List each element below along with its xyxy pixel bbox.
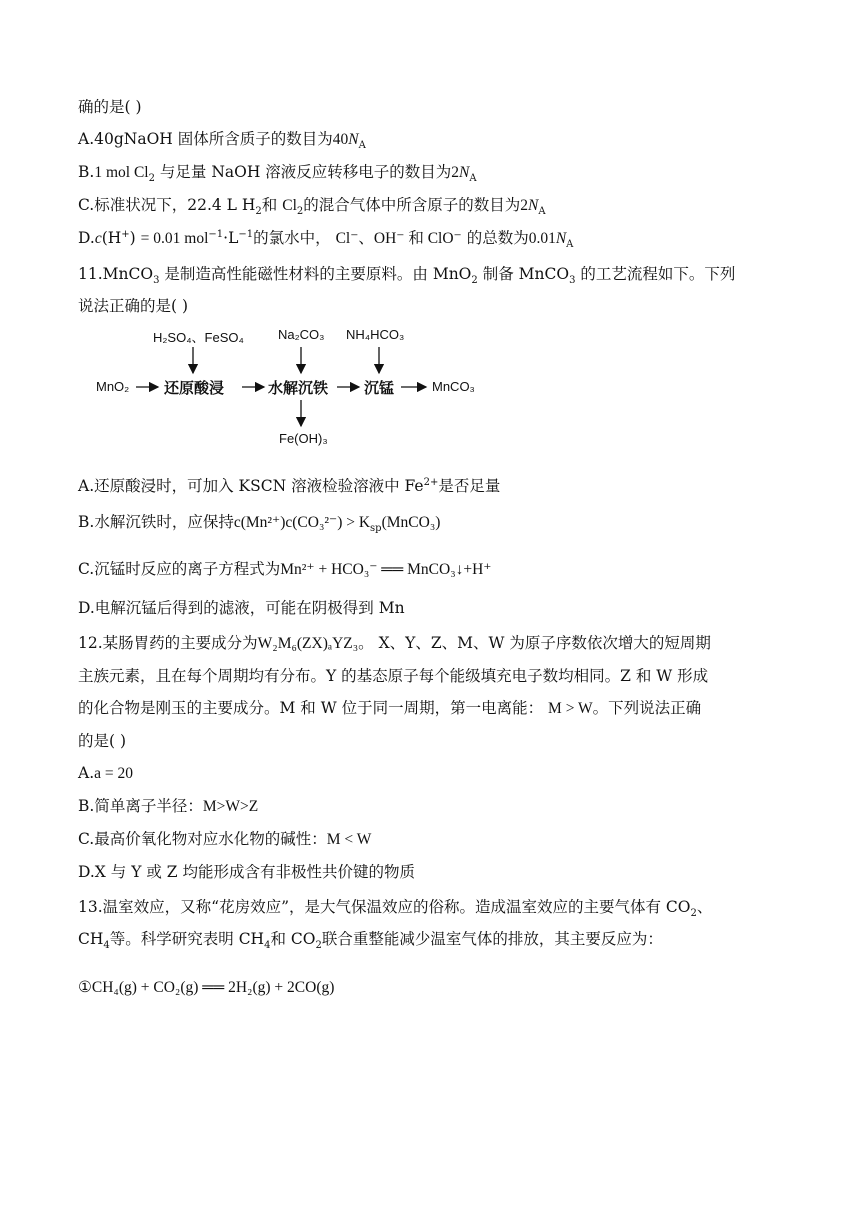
q11-option-c: C.沉锰时反应的离子方程式为Mn²⁺ + HCO₃⁻ ══ MnCO₃↓+H⁺ xyxy=(78,560,492,578)
q11-option-a: A.还原酸浸时，可加入 KSCN 溶液检验溶液中 $Fe^{2+}$是否足量 xyxy=(78,476,501,495)
q11-option-b: B.水解沉铁时，应保持$c(Mn^{2+})c(CO_3^{2-}) > K_{sp}(MnCO_3)$ xyxy=(78,513,441,535)
flow-product: MnCO₃ xyxy=(432,379,475,394)
q10-stem-tail: 确的是( ) xyxy=(78,98,142,116)
q12-stem-line2: 主族元素，且在每个周期均有分布。Y 的基态原子每个能级填充电子数均相同。Z 和 W 形成 xyxy=(78,667,709,685)
q11-option-d: D.电解沉锰后得到的滤液，可能在阴极得到 Mn xyxy=(78,599,405,617)
q13-reaction-1: ①CH₄(g) + CO₂(g) ══ 2H₂(g) + 2CO(g) xyxy=(78,979,335,996)
flow-start: MnO₂ xyxy=(96,379,130,394)
q10-option-a: A.40gNaOH 固体所含质子的数目为$40N_A$ xyxy=(78,130,366,152)
flow-step-reduce-leach: 还原酸浸 xyxy=(164,380,225,397)
q10-option-c: C.标准状况下，22.4 L $H_2$和 $Cl_2$的混合气体中所含原子的数目为$2N_A$ xyxy=(78,196,546,218)
reagent-bicarbonate: NH₄HCO₃ xyxy=(346,327,405,342)
q13-stem-line2: $CH_4$等。科学研究表明 $CH_4$和 $CO_2$联合重整能减少温室气体的排放，其主要反应为： xyxy=(78,930,663,952)
q12-stem-line1: 12.某肠胃药的主要成分为W₂M₆(ZX)ₐYZ₃。 X、Y、Z、M、W 为原子序数依次增大的短周期 xyxy=(78,634,711,652)
q12-option-a: A.a = 20 xyxy=(78,764,133,782)
q10-option-d: D.c(H+) = 0.01 $mol^{-1}\cdot L^{-1}$的氯水中， Cl⁻、OH⁻ 和 ClO⁻ 的总数为$0.01N_A$ xyxy=(78,228,574,251)
q13-stem-line1: 13.温室效应，又称“花房效应”，是大气保温效应的俗称。造成温室效应的主要气体有 $CO_2$、 xyxy=(78,898,713,920)
flow-byproduct: Fe(OH)₃ xyxy=(279,431,328,446)
flow-step-precipitate-mn: 沉锰 xyxy=(364,380,395,397)
q12-stem-line4: 的是( ) xyxy=(78,732,127,750)
reagent-carbonate: Na₂CO₃ xyxy=(278,327,325,342)
flow-step-hydrolysis: 水解沉铁 xyxy=(268,380,329,397)
q11-stem-line1: 11.MnCO$_3$ 是制造高性能磁性材料的主要原料。由 MnO$_2$ 制备 MnCO$_3$ 的工艺流程如下。下列 xyxy=(78,265,736,287)
q12-option-c: C.最高价氧化物对应水化物的碱性：M < W xyxy=(78,830,372,848)
exam-page xyxy=(78,96,798,999)
q11-stem-line2: 说法正确的是( ) xyxy=(78,297,189,315)
q12-option-b: B.简单离子半径：M>W>Z xyxy=(78,797,259,815)
reagent-acid: H₂SO₄、FeSO₄ xyxy=(153,330,244,345)
q12-option-d: D.X 与 Y 或 Z 均能形成含有非极性共价键的物质 xyxy=(78,863,415,881)
q10-option-b: B.1 mol $Cl_2$ 与足量 NaOH 溶液反应转移电子的数目为$2N_A$ xyxy=(78,163,477,185)
process-flow-diagram xyxy=(96,325,516,465)
q12-stem-line3: 的化合物是刚玉的主要成分。M 和 W 位于同一周期，第一电离能： M > W。下列说法正确 xyxy=(78,699,702,717)
